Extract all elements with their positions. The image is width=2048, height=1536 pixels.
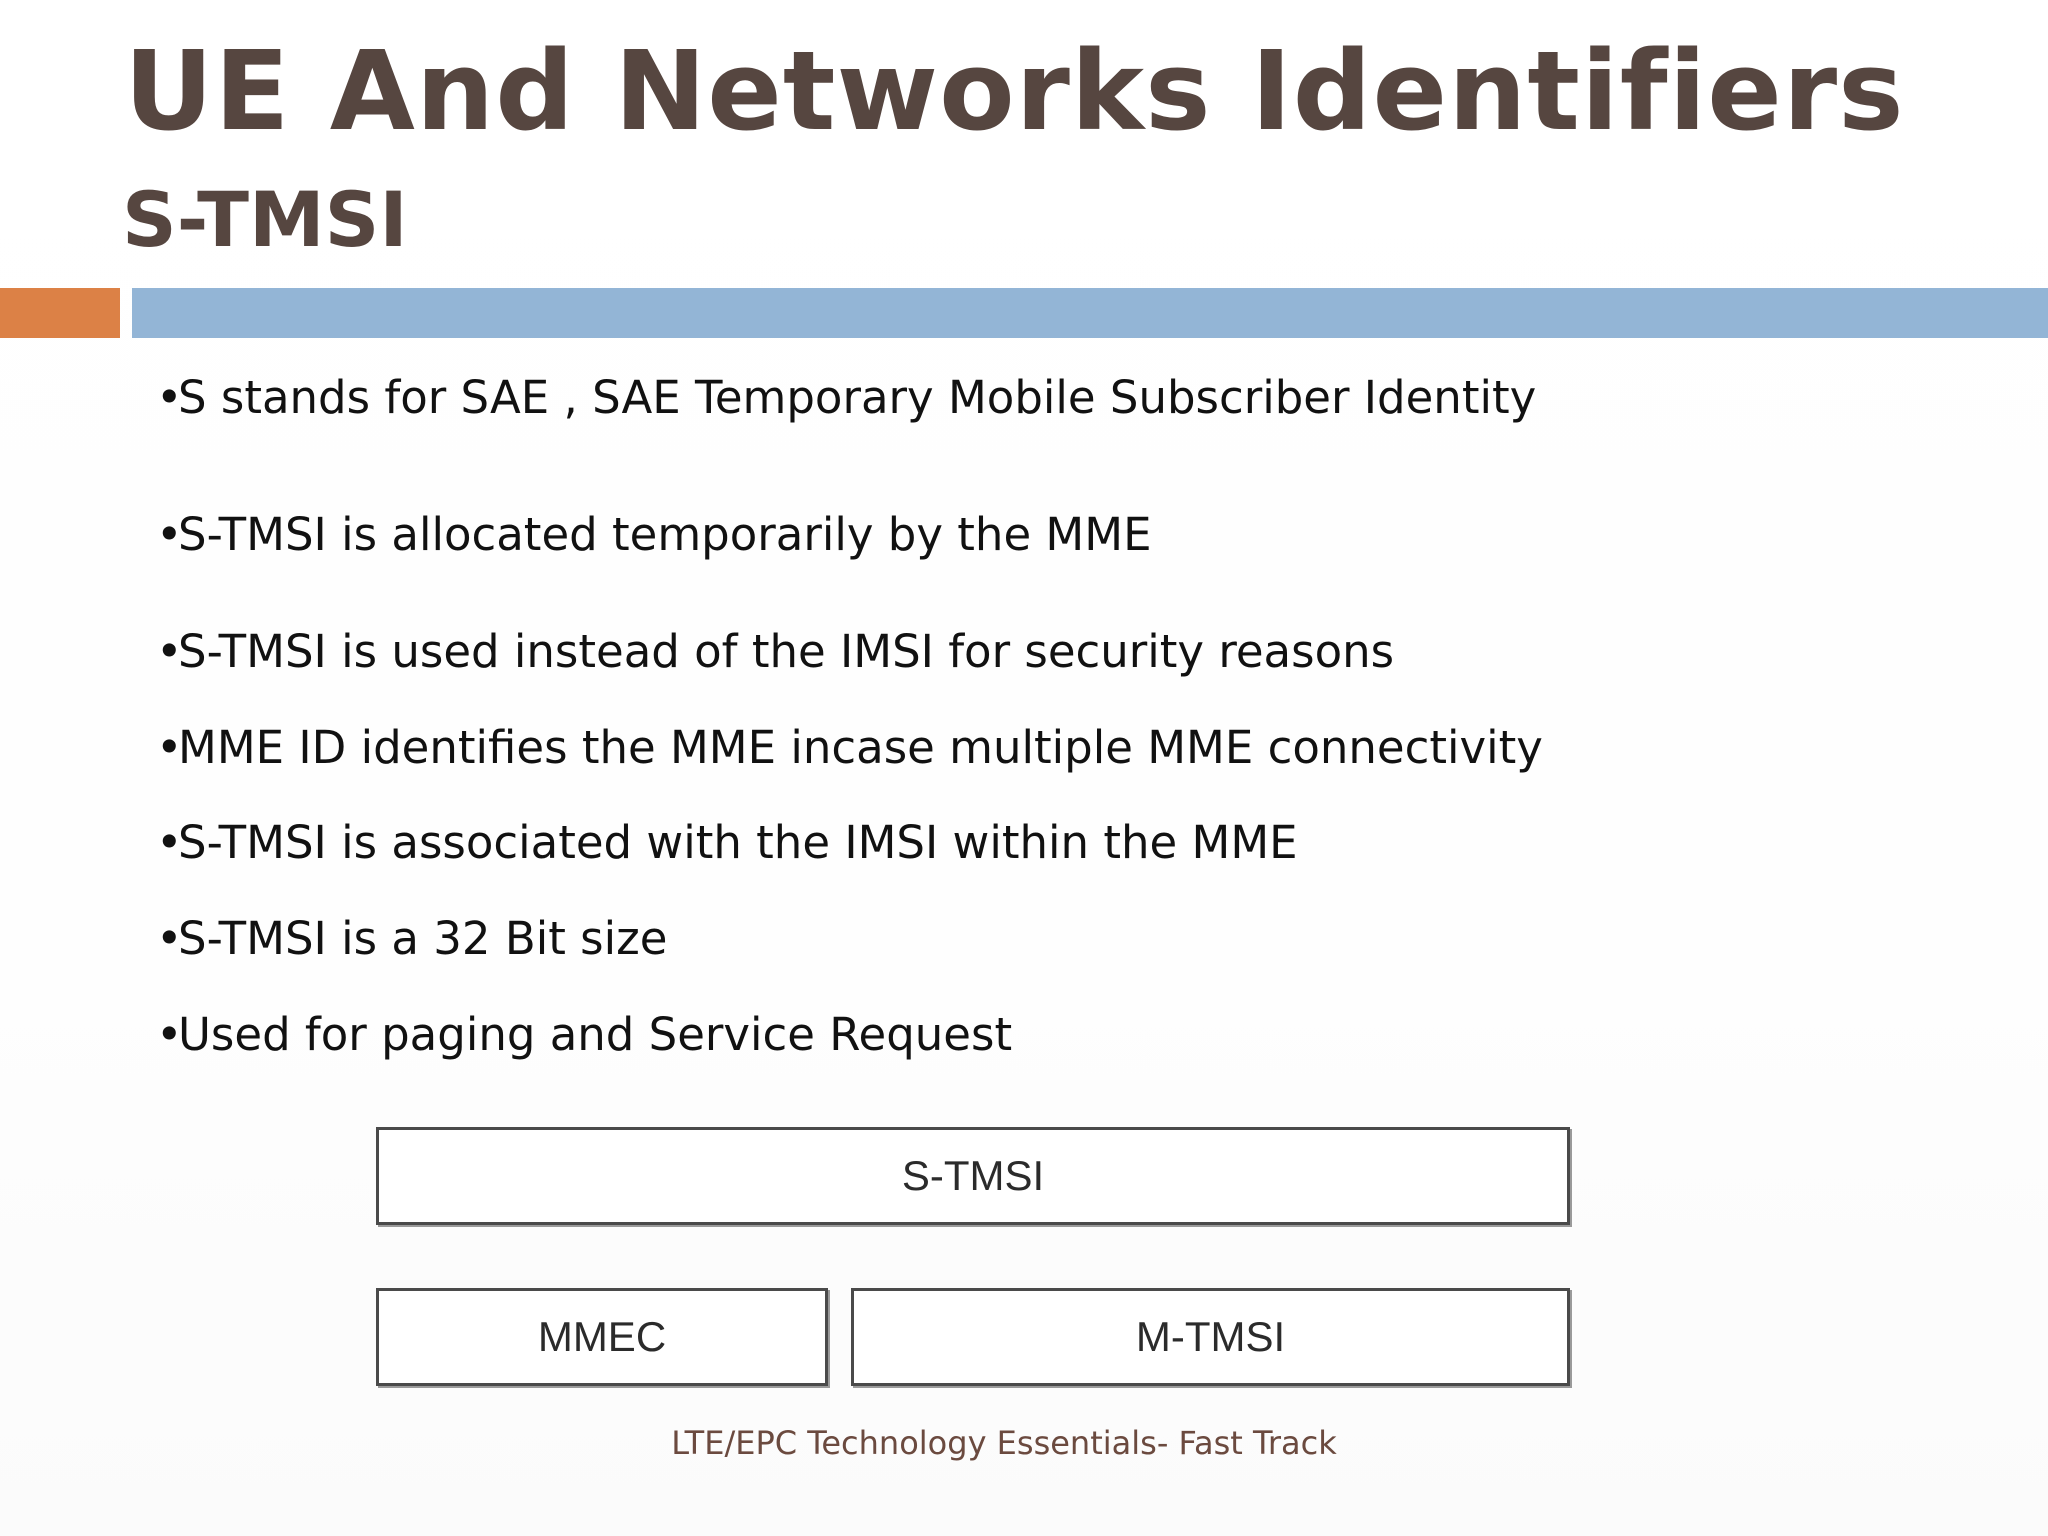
- bullet-text: S-TMSI is associated with the IMSI within the MME: [178, 816, 1298, 869]
- bullet-item: [156, 1005, 1012, 1065]
- bullet-text: S-TMSI is used instead of the IMSI for security reasons: [178, 625, 1395, 678]
- bullet-item: [156, 813, 1298, 873]
- bullet-marker: •: [156, 1008, 183, 1061]
- bullet-marker: •: [156, 912, 183, 965]
- bullet-marker: •: [156, 816, 183, 869]
- slide-title: UE And Networks Identifiers: [124, 27, 1905, 155]
- bullet-text: S-TMSI is allocated temporarily by the MME: [178, 508, 1152, 561]
- bullet-text: MME ID identifies the MME incase multiple MME connectivity: [178, 721, 1543, 774]
- bullet-item: [156, 368, 1536, 428]
- bullet-item: [156, 622, 1394, 682]
- accent-bar-blue: [132, 288, 2048, 338]
- bullet-marker: •: [156, 721, 183, 774]
- accent-bar-orange: [0, 288, 120, 338]
- s-tmsi-box: S-TMSI: [376, 1127, 1570, 1225]
- bullet-text: S stands for SAE , SAE Temporary Mobile Subscriber Identity: [178, 371, 1537, 424]
- bullet-item: [156, 718, 1543, 778]
- bullet-marker: •: [156, 625, 183, 678]
- bullet-text: S-TMSI is a 32 Bit size: [178, 912, 668, 965]
- slide-footer: LTE/EPC Technology Essentials- Fast Track: [671, 1424, 1337, 1462]
- bullet-marker: •: [156, 508, 183, 561]
- bullet-item: [156, 505, 1152, 565]
- m-tmsi-box: M-TMSI: [851, 1288, 1570, 1386]
- bullet-item: [156, 909, 667, 969]
- bullet-marker: •: [156, 371, 183, 424]
- bullet-text: Used for paging and Service Request: [178, 1008, 1013, 1061]
- slide-subtitle: S-TMSI: [122, 175, 408, 264]
- mmec-box: MMEC: [376, 1288, 828, 1386]
